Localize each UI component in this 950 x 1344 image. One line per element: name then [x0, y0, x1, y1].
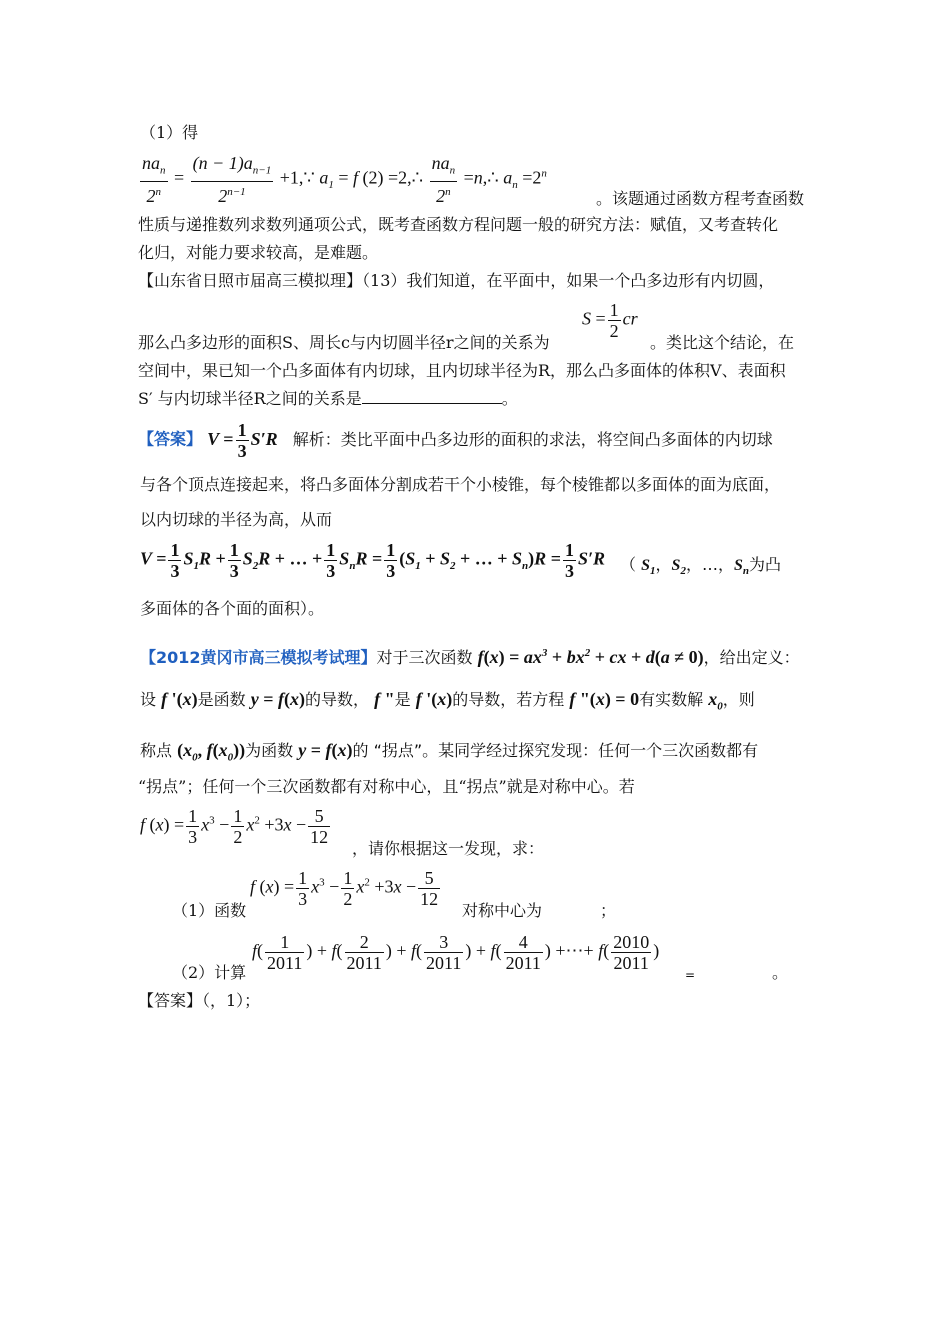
cubic-function-formula: f (x) = $\frac{1}{3}$ $x^3$ − $\frac{1}{2}$ $x^2 +3x$ − $\frac{5}{12}$ — [140, 806, 329, 847]
problem-text: “拐点”；任何一个三次函数都有对称中心，且“拐点”就是对称中心。若 — [138, 777, 635, 796]
question-text: 对称中心为 — [462, 901, 543, 920]
problem-text: 称点 — [140, 741, 173, 760]
answer-blank — [362, 389, 502, 404]
problem-text: 的 “拐点”。某同学经过探究发现：任何一个三次函数都有 — [352, 741, 759, 760]
explanation-text: （ — [620, 555, 637, 574]
problem-text: 那么凸多边形的面积S、周长c与内切圆半径r之间的关系为 — [138, 333, 550, 352]
commentary-text: 化归，对能力要求较高，是难题。 — [138, 243, 379, 262]
problem-text: 是函数 — [197, 690, 246, 709]
problem-text: 设 — [140, 690, 157, 709]
problem-text: 是 — [394, 690, 411, 709]
explanation-text: 以内切球的半径为高，从而 — [140, 510, 333, 529]
problem-text: 【2012黄冈市高三模拟考试理】对于三次函数 $f(x) = ax^3 + bx^2$ + cx + d(a ≠ 0)，给出定义： — [140, 647, 800, 667]
commentary-text: 性质与递推数列求数列通项公式，既考查函数方程问题一般的研究方法：赋值，又考查转化 — [138, 215, 779, 234]
question-label: （2）计算 — [172, 963, 247, 982]
volume-derivation: V = $\frac{1}{3}$ $S_1R$ + $\frac{1}{3}$ $S_2R$ + … + $\frac{1}{3}$ $S_nR$ = $\frac{1}{3}$ ($S_1 + S_2$ + … + $S_n)R$ = $\frac{1}{3}$ S′R — [140, 540, 606, 581]
source-tag: 【2012黄冈市高三模拟考试理】 — [140, 648, 377, 667]
explanation-text: 与各个顶点连接起来，将凸多面体分割成若干个小棱锥，每个棱锥都以多面体的面为底面， — [140, 475, 781, 494]
cubic-function-formula: f (x) = $\frac{1}{3}$ $x^3$ − $\frac{1}{2}$ $x^2 +3x$ − $\frac{5}{12}$ — [250, 868, 439, 909]
problem-text: 对于三次函数 — [376, 648, 473, 667]
step-label: （1）得 — [140, 123, 199, 142]
problem-text: ，则 — [722, 690, 755, 709]
explanation-text: 为凸 — [748, 555, 781, 574]
problem-text: 有实数解 — [639, 690, 704, 709]
source-tag: 【山东省日照市届高三模拟理】 — [138, 271, 363, 290]
problem-text: 的导数， — [304, 690, 369, 709]
answer-line — [138, 420, 773, 460]
area-formula: S = $\frac{1}{2}$ cr — [582, 300, 638, 341]
problem-text: 的导数，若方程 — [452, 690, 565, 709]
question-label: （1）函数 — [172, 901, 247, 920]
explanation-text: 解析：类比平面中凸多边形的面积的求法，将空间凸多面体的内切球 — [292, 429, 773, 449]
answer-label: 【答案】 — [138, 429, 203, 449]
problem-text: ，请你根据这一发现，求： — [352, 839, 545, 858]
problem-text: 。 — [501, 389, 518, 408]
problem-text: 设 f '(x)是函数 y = f(x)的导数， f "是 f '(x)的导数，若方程 f "(x) = 0有实数解 $x_0$，则 — [140, 689, 755, 713]
problem-text: 。类比这个结论，在 — [650, 333, 795, 352]
problem-text: ，给出定义： — [703, 648, 800, 667]
problem-text: （13）我们知道，在平面中，如果一个凸多边形有内切圆， — [362, 271, 775, 290]
sum-expression: f( $\frac{1}{2011}$ ) + f( $\frac{2}{2011}$ ) + f( $\frac{3}{2011}$ ) + f( $\frac{4}{2011}$ ) +⋯+ f( $\frac{2010}{2011}$ ) — [252, 932, 660, 973]
problem-text — [138, 270, 774, 292]
explanation-text: （ $S_1$，$S_2$，…，$S_n$为凸 — [620, 555, 781, 578]
problem-text: 称点 ($x_0$, $f(x_0)$)为函数 y = f(x)的 “拐点”。某同学经过探究发现：任何一个三次函数都有 — [140, 740, 759, 764]
problem-text: S′ 与内切球半径R之间的关系是 — [138, 389, 362, 408]
recurrence-formula: $\frac{na_n}{2^n}$ = $\frac{(n - 1)a_{n-1}}{2^{n-1}}$ +1,∵ $a_1 = f$ (2) =2,∴ $\frac{na_n}{2^n}$ =n,∴ $a_n =2^n$ — [142, 153, 547, 206]
answer-formula: V = $\frac{1}{3}$ S′R — [207, 420, 278, 461]
answer-line: 【答案】（，1）； — [138, 991, 261, 1010]
question-text: ； — [600, 901, 617, 920]
problem-text: 空间中，果已知一个凸多面体有内切球，且内切球半径为R，那么凸多面体的体积V、表面积 — [138, 361, 786, 380]
equals-sign: = — [685, 968, 696, 982]
problem-text — [138, 388, 518, 410]
commentary-text: 。该题通过函数方程考查函数 — [596, 189, 805, 208]
question-text: 。 — [772, 963, 789, 982]
problem-text: 为函数 — [245, 741, 294, 760]
explanation-text: 多面体的各个面的面积）。 — [140, 599, 325, 618]
